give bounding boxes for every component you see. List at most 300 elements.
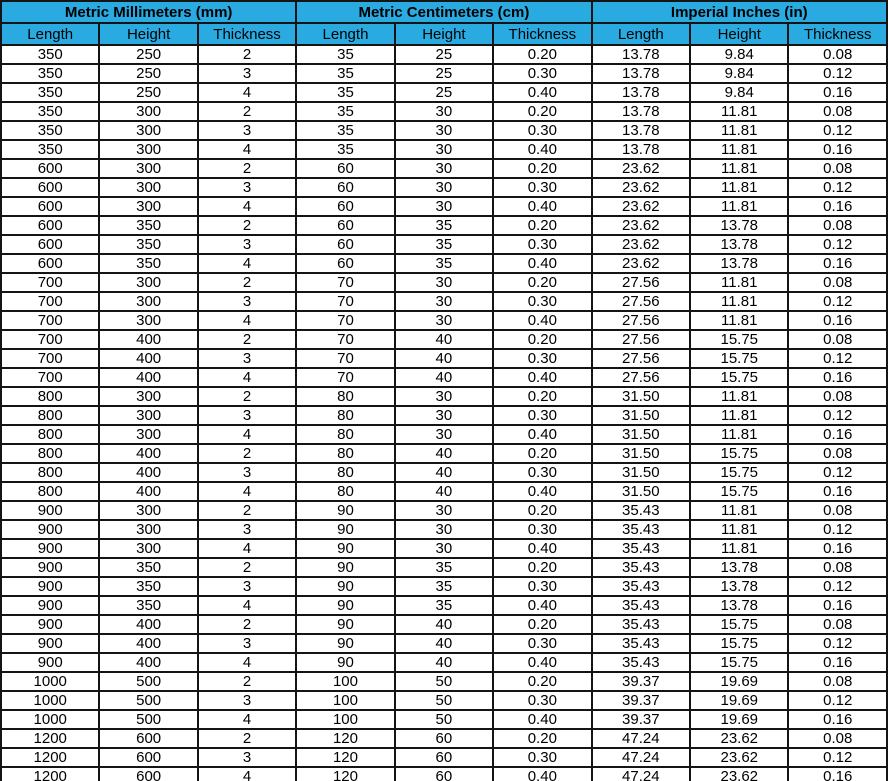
table-row xyxy=(1,634,887,653)
table-cell: 350 xyxy=(1,45,99,64)
table-cell: 400 xyxy=(99,482,197,501)
table-cell: 4 xyxy=(198,254,296,273)
table-cell: 60 xyxy=(296,178,394,197)
table-cell: 90 xyxy=(296,520,394,539)
table-cell: 0.20 xyxy=(493,501,591,520)
table-cell: 35.43 xyxy=(592,596,691,615)
table-cell: 0.12 xyxy=(788,178,887,197)
table-cell: 30 xyxy=(395,539,493,558)
table-cell: 4 xyxy=(198,482,296,501)
table-cell: 0.12 xyxy=(788,235,887,254)
table-cell: 15.75 xyxy=(690,634,788,653)
table-cell: 0.30 xyxy=(493,634,591,653)
table-cell: 0.16 xyxy=(788,710,887,729)
table-cell: 3 xyxy=(198,634,296,653)
table-cell: 4 xyxy=(198,539,296,558)
table-cell: 700 xyxy=(1,368,99,387)
table-cell: 30 xyxy=(395,501,493,520)
table-row xyxy=(1,387,887,406)
table-cell: 30 xyxy=(395,178,493,197)
table-cell: 27.56 xyxy=(592,273,691,292)
table-cell: 30 xyxy=(395,387,493,406)
table-cell: 35 xyxy=(296,45,394,64)
table-cell: 90 xyxy=(296,596,394,615)
table-cell: 4 xyxy=(198,83,296,102)
table-cell: 250 xyxy=(99,83,197,102)
table-cell: 60 xyxy=(296,197,394,216)
table-cell: 39.37 xyxy=(592,710,691,729)
table-cell: 60 xyxy=(395,748,493,767)
table-cell: 400 xyxy=(99,634,197,653)
table-cell: 0.08 xyxy=(788,330,887,349)
table-cell: 600 xyxy=(1,216,99,235)
table-row xyxy=(1,482,887,501)
table-cell: 800 xyxy=(1,406,99,425)
table-cell: 0.30 xyxy=(493,349,591,368)
table-cell: 70 xyxy=(296,311,394,330)
table-cell: 4 xyxy=(198,710,296,729)
table-cell: 2 xyxy=(198,729,296,748)
column-header-mm-thickness: Thickness xyxy=(198,23,296,45)
table-cell: 11.81 xyxy=(690,159,788,178)
table-cell: 400 xyxy=(99,349,197,368)
table-cell: 2 xyxy=(198,159,296,178)
table-row xyxy=(1,444,887,463)
table-cell: 13.78 xyxy=(690,235,788,254)
table-cell: 0.08 xyxy=(788,45,887,64)
table-row xyxy=(1,235,887,254)
table-cell: 4 xyxy=(198,140,296,159)
table-cell: 400 xyxy=(99,444,197,463)
table-cell: 0.12 xyxy=(788,634,887,653)
table-cell: 80 xyxy=(296,482,394,501)
table-cell: 2 xyxy=(198,330,296,349)
table-row xyxy=(1,254,887,273)
table-cell: 40 xyxy=(395,330,493,349)
group-header-metric-mm: Metric Millimeters (mm) xyxy=(1,1,296,23)
table-cell: 4 xyxy=(198,767,296,781)
table-cell: 70 xyxy=(296,330,394,349)
table-cell: 0.16 xyxy=(788,83,887,102)
table-cell: 35 xyxy=(395,577,493,596)
table-cell: 13.78 xyxy=(592,45,691,64)
table-cell: 2 xyxy=(198,45,296,64)
table-row xyxy=(1,558,887,577)
table-row xyxy=(1,615,887,634)
table-cell: 35 xyxy=(296,64,394,83)
table-cell: 80 xyxy=(296,463,394,482)
table-cell: 0.16 xyxy=(788,482,887,501)
table-cell: 1200 xyxy=(1,748,99,767)
table-cell: 40 xyxy=(395,653,493,672)
table-row xyxy=(1,349,887,368)
table-cell: 47.24 xyxy=(592,767,691,781)
table-cell: 600 xyxy=(1,235,99,254)
table-cell: 35 xyxy=(296,140,394,159)
table-cell: 1000 xyxy=(1,710,99,729)
table-cell: 0.08 xyxy=(788,501,887,520)
table-cell: 400 xyxy=(99,615,197,634)
table-cell: 15.75 xyxy=(690,482,788,501)
table-row xyxy=(1,311,887,330)
table-cell: 350 xyxy=(1,83,99,102)
table-cell: 800 xyxy=(1,463,99,482)
table-cell: 0.12 xyxy=(788,64,887,83)
table-row xyxy=(1,729,887,748)
table-cell: 0.16 xyxy=(788,368,887,387)
table-cell: 0.08 xyxy=(788,216,887,235)
table-row xyxy=(1,501,887,520)
table-cell: 50 xyxy=(395,672,493,691)
table-cell: 300 xyxy=(99,292,197,311)
table-cell: 0.08 xyxy=(788,729,887,748)
table-cell: 30 xyxy=(395,311,493,330)
table-cell: 23.62 xyxy=(690,729,788,748)
table-cell: 300 xyxy=(99,520,197,539)
table-cell: 0.16 xyxy=(788,767,887,781)
table-cell: 0.40 xyxy=(493,425,591,444)
table-cell: 900 xyxy=(1,596,99,615)
table-cell: 11.81 xyxy=(690,425,788,444)
table-cell: 15.75 xyxy=(690,615,788,634)
table-row xyxy=(1,425,887,444)
table-cell: 30 xyxy=(395,197,493,216)
table-cell: 35.43 xyxy=(592,539,691,558)
table-cell: 3 xyxy=(198,691,296,710)
table-cell: 2 xyxy=(198,615,296,634)
table-cell: 35.43 xyxy=(592,615,691,634)
table-cell: 900 xyxy=(1,615,99,634)
table-cell: 250 xyxy=(99,64,197,83)
table-cell: 31.50 xyxy=(592,387,691,406)
table-cell: 300 xyxy=(99,387,197,406)
table-cell: 4 xyxy=(198,653,296,672)
table-cell: 700 xyxy=(1,330,99,349)
table-cell: 80 xyxy=(296,425,394,444)
table-cell: 27.56 xyxy=(592,349,691,368)
table-cell: 0.12 xyxy=(788,520,887,539)
table-row xyxy=(1,710,887,729)
table-cell: 0.40 xyxy=(493,311,591,330)
table-cell: 1200 xyxy=(1,729,99,748)
column-header-cm-length: Length xyxy=(296,23,394,45)
table-cell: 90 xyxy=(296,501,394,520)
table-row xyxy=(1,539,887,558)
table-cell: 90 xyxy=(296,615,394,634)
table-cell: 31.50 xyxy=(592,406,691,425)
table-cell: 1000 xyxy=(1,691,99,710)
table-cell: 30 xyxy=(395,102,493,121)
table-cell: 3 xyxy=(198,178,296,197)
table-cell: 35 xyxy=(296,121,394,140)
table-cell: 0.40 xyxy=(493,710,591,729)
table-cell: 13.78 xyxy=(690,216,788,235)
table-cell: 0.20 xyxy=(493,672,591,691)
table-cell: 350 xyxy=(99,577,197,596)
table-row xyxy=(1,216,887,235)
table-cell: 0.30 xyxy=(493,520,591,539)
table-cell: 700 xyxy=(1,273,99,292)
table-cell: 30 xyxy=(395,159,493,178)
table-cell: 500 xyxy=(99,691,197,710)
table-cell: 0.30 xyxy=(493,406,591,425)
table-cell: 27.56 xyxy=(592,311,691,330)
table-row xyxy=(1,45,887,64)
table-cell: 3 xyxy=(198,577,296,596)
table-cell: 35.43 xyxy=(592,577,691,596)
table-cell: 3 xyxy=(198,121,296,140)
table-cell: 39.37 xyxy=(592,672,691,691)
table-row xyxy=(1,83,887,102)
table-cell: 35 xyxy=(395,596,493,615)
table-cell: 0.30 xyxy=(493,64,591,83)
table-cell: 0.12 xyxy=(788,691,887,710)
table-cell: 90 xyxy=(296,577,394,596)
table-cell: 80 xyxy=(296,387,394,406)
table-cell: 47.24 xyxy=(592,729,691,748)
table-cell: 0.30 xyxy=(493,121,591,140)
table-cell: 25 xyxy=(395,83,493,102)
table-cell: 0.20 xyxy=(493,444,591,463)
table-cell: 0.30 xyxy=(493,292,591,311)
table-cell: 11.81 xyxy=(690,539,788,558)
table-cell: 300 xyxy=(99,406,197,425)
table-cell: 11.81 xyxy=(690,501,788,520)
table-cell: 0.20 xyxy=(493,45,591,64)
table-cell: 40 xyxy=(395,463,493,482)
table-cell: 1200 xyxy=(1,767,99,781)
column-header-in-length: Length xyxy=(592,23,691,45)
table-cell: 800 xyxy=(1,387,99,406)
table-cell: 60 xyxy=(296,254,394,273)
table-cell: 31.50 xyxy=(592,463,691,482)
table-cell: 0.08 xyxy=(788,102,887,121)
table-cell: 900 xyxy=(1,539,99,558)
table-cell: 350 xyxy=(1,140,99,159)
table-cell: 9.84 xyxy=(690,45,788,64)
table-cell: 0.16 xyxy=(788,596,887,615)
table-row xyxy=(1,159,887,178)
table-cell: 3 xyxy=(198,463,296,482)
table-cell: 0.12 xyxy=(788,463,887,482)
table-row xyxy=(1,368,887,387)
table-cell: 100 xyxy=(296,710,394,729)
table-cell: 0.16 xyxy=(788,653,887,672)
table-cell: 40 xyxy=(395,349,493,368)
column-header-row xyxy=(1,23,887,45)
table-cell: 0.08 xyxy=(788,159,887,178)
table-cell: 23.62 xyxy=(592,197,691,216)
table-cell: 0.20 xyxy=(493,102,591,121)
column-header-mm-length: Length xyxy=(1,23,99,45)
table-cell: 0.40 xyxy=(493,140,591,159)
table-cell: 0.12 xyxy=(788,406,887,425)
table-cell: 31.50 xyxy=(592,444,691,463)
table-cell: 35.43 xyxy=(592,520,691,539)
table-cell: 19.69 xyxy=(690,672,788,691)
table-cell: 350 xyxy=(99,235,197,254)
table-cell: 300 xyxy=(99,197,197,216)
table-cell: 47.24 xyxy=(592,748,691,767)
table-cell: 900 xyxy=(1,653,99,672)
table-cell: 0.12 xyxy=(788,577,887,596)
table-cell: 0.12 xyxy=(788,121,887,140)
table-cell: 600 xyxy=(1,197,99,216)
table-cell: 900 xyxy=(1,577,99,596)
table-cell: 100 xyxy=(296,691,394,710)
table-cell: 500 xyxy=(99,710,197,729)
table-cell: 11.81 xyxy=(690,406,788,425)
table-cell: 0.20 xyxy=(493,330,591,349)
table-cell: 70 xyxy=(296,273,394,292)
table-cell: 40 xyxy=(395,368,493,387)
table-cell: 0.30 xyxy=(493,463,591,482)
table-cell: 0.20 xyxy=(493,558,591,577)
table-cell: 13.78 xyxy=(690,254,788,273)
table-cell: 4 xyxy=(198,197,296,216)
table-cell: 0.08 xyxy=(788,387,887,406)
group-header-metric-cm: Metric Centimeters (cm) xyxy=(296,1,591,23)
table-row xyxy=(1,273,887,292)
column-header-in-height: Height xyxy=(690,23,788,45)
table-cell: 0.16 xyxy=(788,254,887,273)
table-cell: 350 xyxy=(99,558,197,577)
table-cell: 120 xyxy=(296,748,394,767)
table-cell: 300 xyxy=(99,425,197,444)
table-cell: 13.78 xyxy=(592,140,691,159)
table-row xyxy=(1,197,887,216)
table-cell: 300 xyxy=(99,501,197,520)
table-cell: 0.30 xyxy=(493,577,591,596)
table-row xyxy=(1,102,887,121)
table-cell: 350 xyxy=(99,596,197,615)
table-cell: 350 xyxy=(1,121,99,140)
table-cell: 11.81 xyxy=(690,311,788,330)
table-cell: 700 xyxy=(1,349,99,368)
table-body xyxy=(1,45,887,781)
table-cell: 40 xyxy=(395,444,493,463)
table-cell: 400 xyxy=(99,463,197,482)
table-cell: 0.20 xyxy=(493,159,591,178)
table-cell: 300 xyxy=(99,178,197,197)
table-cell: 0.30 xyxy=(493,178,591,197)
table-cell: 11.81 xyxy=(690,140,788,159)
table-cell: 23.62 xyxy=(690,748,788,767)
table-cell: 2 xyxy=(198,216,296,235)
table-cell: 4 xyxy=(198,596,296,615)
table-cell: 30 xyxy=(395,406,493,425)
table-cell: 50 xyxy=(395,710,493,729)
table-cell: 0.16 xyxy=(788,311,887,330)
table-cell: 35 xyxy=(296,83,394,102)
table-row xyxy=(1,121,887,140)
table-cell: 60 xyxy=(395,729,493,748)
table-cell: 0.12 xyxy=(788,349,887,368)
table-cell: 13.78 xyxy=(690,596,788,615)
table-row xyxy=(1,577,887,596)
table-row xyxy=(1,748,887,767)
table-cell: 400 xyxy=(99,653,197,672)
table-cell: 250 xyxy=(99,45,197,64)
table-cell: 3 xyxy=(198,235,296,254)
group-header-row xyxy=(1,1,887,23)
table-cell: 30 xyxy=(395,273,493,292)
table-cell: 600 xyxy=(99,729,197,748)
table-row xyxy=(1,292,887,311)
table-cell: 23.62 xyxy=(592,254,691,273)
table-cell: 0.16 xyxy=(788,197,887,216)
table-cell: 300 xyxy=(99,102,197,121)
table-cell: 35.43 xyxy=(592,501,691,520)
table-cell: 0.08 xyxy=(788,615,887,634)
table-cell: 35 xyxy=(395,558,493,577)
table-cell: 70 xyxy=(296,349,394,368)
table-cell: 800 xyxy=(1,425,99,444)
table-cell: 23.62 xyxy=(690,767,788,781)
table-cell: 600 xyxy=(1,159,99,178)
table-row xyxy=(1,406,887,425)
table-cell: 80 xyxy=(296,444,394,463)
column-header-in-thickness: Thickness xyxy=(788,23,887,45)
table-cell: 400 xyxy=(99,330,197,349)
table-cell: 800 xyxy=(1,482,99,501)
table-cell: 0.40 xyxy=(493,368,591,387)
table-cell: 2 xyxy=(198,444,296,463)
table-cell: 0.20 xyxy=(493,615,591,634)
table-cell: 2 xyxy=(198,558,296,577)
table-cell: 300 xyxy=(99,140,197,159)
table-row xyxy=(1,140,887,159)
table-cell: 300 xyxy=(99,121,197,140)
table-cell: 35 xyxy=(395,235,493,254)
table-row xyxy=(1,463,887,482)
table-cell: 0.40 xyxy=(493,596,591,615)
table-cell: 40 xyxy=(395,615,493,634)
table-cell: 35.43 xyxy=(592,558,691,577)
table-cell: 31.50 xyxy=(592,425,691,444)
table-cell: 700 xyxy=(1,292,99,311)
table-cell: 25 xyxy=(395,64,493,83)
table-header xyxy=(1,1,887,45)
table-cell: 40 xyxy=(395,482,493,501)
table-cell: 13.78 xyxy=(592,83,691,102)
table-cell: 30 xyxy=(395,520,493,539)
column-header-mm-height: Height xyxy=(99,23,197,45)
table-cell: 11.81 xyxy=(690,178,788,197)
table-cell: 11.81 xyxy=(690,102,788,121)
table-cell: 2 xyxy=(198,387,296,406)
table-cell: 900 xyxy=(1,501,99,520)
table-row xyxy=(1,520,887,539)
table-cell: 3 xyxy=(198,406,296,425)
table-cell: 13.78 xyxy=(690,577,788,596)
table-cell: 25 xyxy=(395,45,493,64)
table-cell: 90 xyxy=(296,634,394,653)
table-cell: 0.30 xyxy=(493,748,591,767)
table-cell: 60 xyxy=(296,159,394,178)
table-cell: 300 xyxy=(99,273,197,292)
table-cell: 0.16 xyxy=(788,539,887,558)
table-cell: 120 xyxy=(296,767,394,781)
table-cell: 15.75 xyxy=(690,368,788,387)
table-cell: 0.08 xyxy=(788,672,887,691)
table-cell: 3 xyxy=(198,349,296,368)
table-cell: 15.75 xyxy=(690,330,788,349)
table-cell: 600 xyxy=(1,254,99,273)
table-cell: 0.08 xyxy=(788,273,887,292)
table-cell: 35.43 xyxy=(592,653,691,672)
table-cell: 0.12 xyxy=(788,292,887,311)
